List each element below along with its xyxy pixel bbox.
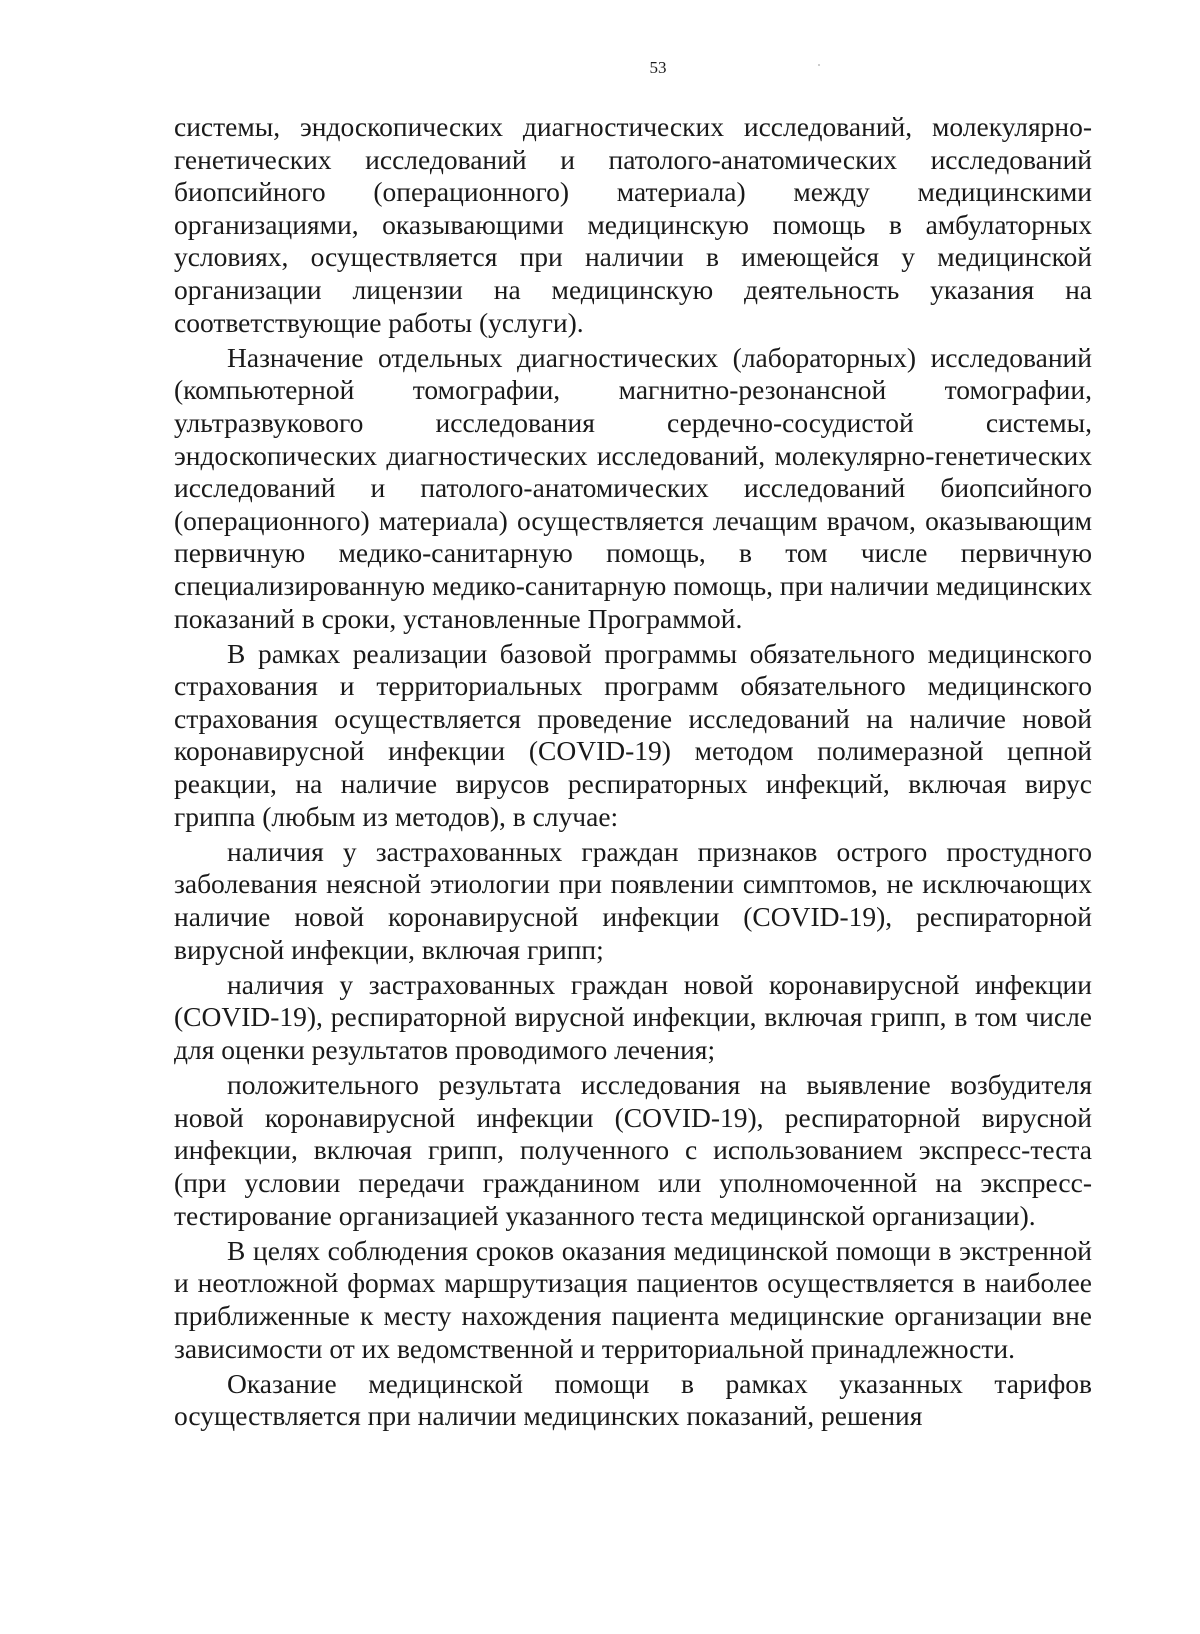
paragraph-lab-tests-assignment: Назначение отдельных диагностических (лабораторных) исследований (компьютерной томографии, магнитно-резонансной томографии, ультразвукового исследования сердечно-сосудистой системы, эндоскопических диагностических исследований, молекулярно-генетических исследований и патолого-анатомических исследований биопсийного (операционного) материала) осуществляется лечащим врачом, оказывающим первичную медико-санитарную помощь, в том числе первичную специализированную медико-санитарную помощь, при наличии медицинских показаний в сроки, установленные Программой.	[174, 341, 1092, 634]
scan-speck	[818, 64, 820, 66]
paragraph-tariffs: Оказание медицинской помощи в рамках указанных тарифов осуществляется при наличии медицинских показаний, решения	[174, 1367, 1092, 1432]
page-number: 53	[649, 58, 667, 77]
list-item-infection: наличия у застрахованных граждан новой коронавирусной инфекции (COVID-19), респираторной вирусной инфекции, включая грипп, в том числе для оценки результатов проводимого лечения;	[174, 968, 1092, 1065]
paragraph-covid-testing: В рамках реализации базовой программы обязательного медицинского страхования и территориальных программ обязательного медицинского страхования осуществляется проведение исследований на наличие новой коронавирусной инфекции (COVID-19) методом полимеразной цепной реакции, на наличие вирусов респираторных инфекций, включая вирус гриппа (любым из методов), в случае:	[174, 637, 1092, 832]
list-item-express-test: положительного результата исследования на выявление возбудителя новой коронавирусной инфекции (COVID-19), респираторной вирусной инфекции, включая грипп, полученного с использованием экспресс-теста (при условии передачи гражданином или уполномоченной на экспресс-тестирование организацией указанного теста медицинской организации).	[174, 1069, 1092, 1231]
paragraph-routing: В целях соблюдения сроков оказания медицинской помощи в экстренной и неотложной формах маршрутизация пациентов осуществляется в наиболее приближенные к месту нахождения пациента медицинские организации вне зависимости от их ведомственной и территориальной принадлежности.	[174, 1234, 1092, 1364]
list-item-symptoms: наличия у застрахованных граждан признаков острого простудного заболевания неясной этиологии при появлении симптомов, не исключающих наличие новой коронавирусной инфекции (COVID-19), респираторной вирусной инфекции, включая грипп;	[174, 835, 1092, 965]
document-body	[174, 111, 1092, 1436]
paragraph-continued: системы, эндоскопических диагностических исследований, молекулярно-генетических исследований и патолого-анатомических исследований биопсийного (операционного) материала) между медицинскими организациями, оказывающими медицинскую помощь в амбулаторных условиях, осуществляется при наличии в имеющейся у медицинской организации лицензии на медицинскую деятельность указания на соответствующие работы (услуги).	[174, 111, 1092, 338]
